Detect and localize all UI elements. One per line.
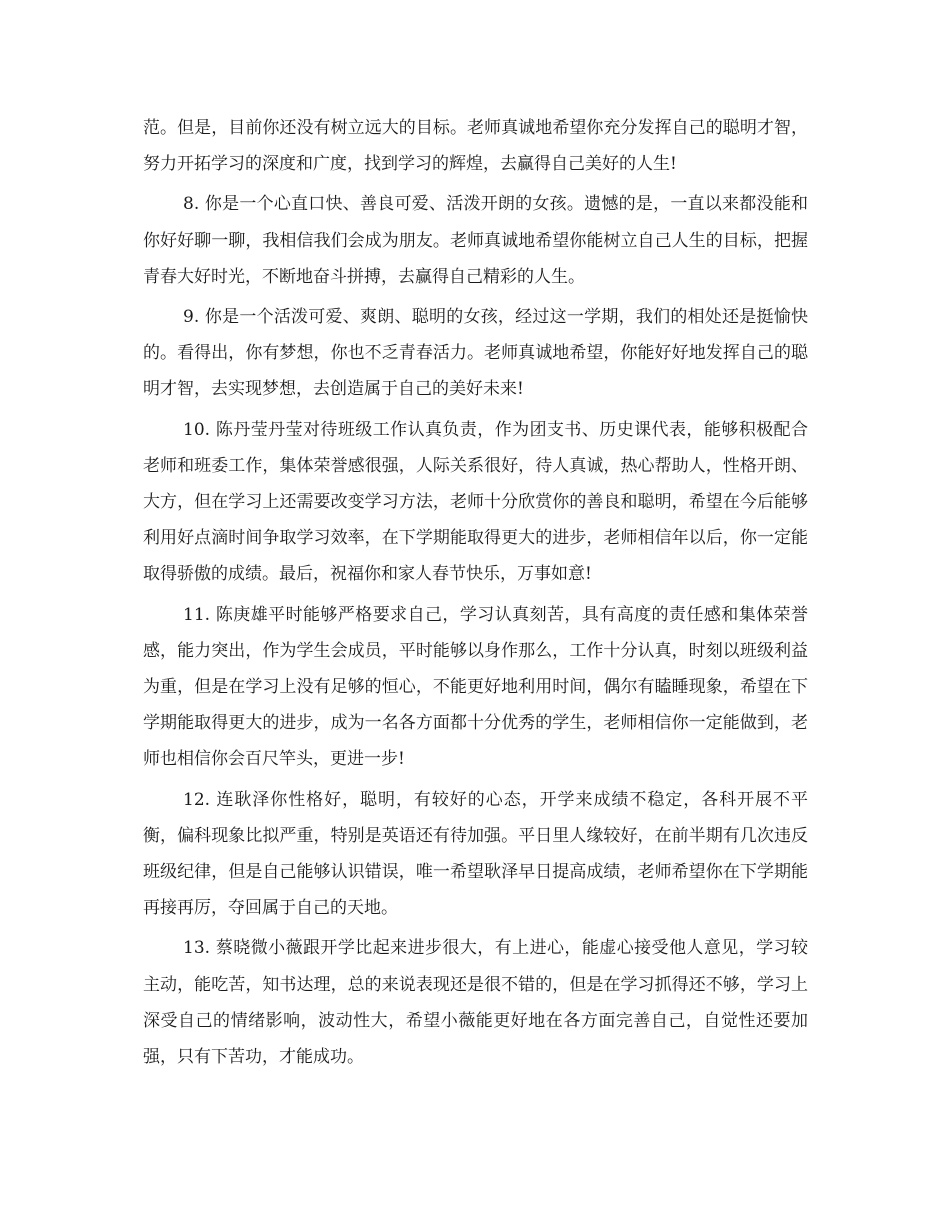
paragraph-comment-8: 8. 你是一个心直口快、善良可爱、活泼开朗的女孩。遗憾的是，一直以来都没能和你好好聊一聊，我相信我们会成为朋友。老师真诚地希望你能树立自己人生的目标，把握青春大好时光，不断地奋斗拼搏，去赢得自己精彩的人生。 bbox=[143, 194, 808, 287]
document-body bbox=[143, 110, 808, 1075]
paragraph-comment-11: 11. 陈庚雄平时能够严格要求自己，学习认真刻苦，具有高度的责任感和集体荣誉感，能力突出，作为学生会成员，平时能够以身作那么，工作十分认真，时刻以班级利益为重，但是在学习上没有足够的恒心，不能更好地利用时间，偶尔有瞌睡现象，希望在下学期能取得更大的进步，成为一名各方面都十分优秀的学生，老师相信你一定能做到，老师也相信你会百尺竿头，更进一步! bbox=[143, 604, 808, 770]
paragraph-comment-12: 12. 连耿泽你性格好，聪明，有较好的心态，开学来成绩不稳定，各科开展不平衡，偏科现象比拟严重，特别是英语还有待加强。平日里人缘较好，在前半期有几次违反班级纪律，但是自己能够认识错误，唯一希望耿泽早日提高成绩，老师希望你在下学期能再接再厉，夺回属于自己的天地。 bbox=[143, 789, 808, 919]
paragraph-comment-10: 10. 陈丹莹丹莹对待班级工作认真负责，作为团支书、历史课代表，能够积极配合老师和班委工作，集体荣誉感很强，人际关系很好，待人真诚，热心帮助人，性格开朗、大方，但在学习上还需要改变学习方法，老师十分欣赏你的善良和聪明，希望在今后能够利用好点滴时间争取学习效率，在下学期能取得更大的进步，老师相信年以后，你一定能取得骄傲的成绩。最后，祝福你和家人春节快乐，万事如意! bbox=[143, 419, 808, 585]
paragraph-continuation: 范。但是，目前你还没有树立远大的目标。老师真诚地希望你充分发挥自己的聪明才智，努力开拓学习的深度和广度，找到学习的辉煌，去赢得自己美好的人生! bbox=[143, 118, 808, 175]
paragraph-comment-13: 13. 蔡晓微小薇跟开学比起来进步很大，有上进心，能虚心接受他人意见，学习较主动，能吃苦，知书达理，总的来说表现还是很不错的，但是在学习抓得还不够，学习上深受自己的情绪影响，波动性大，希望小薇能更好地在各方面完善自己，自觉性还要加强，只有下苦功，才能成功。 bbox=[143, 938, 808, 1068]
paragraph-comment-9: 9. 你是一个活泼可爱、爽朗、聪明的女孩，经过这一学期，我们的相处还是挺愉快的。看得出，你有梦想，你也不乏青春活力。老师真诚地希望，你能好好地发挥自己的聪明才智，去实现梦想，去创造属于自己的美好未来! bbox=[143, 307, 808, 400]
